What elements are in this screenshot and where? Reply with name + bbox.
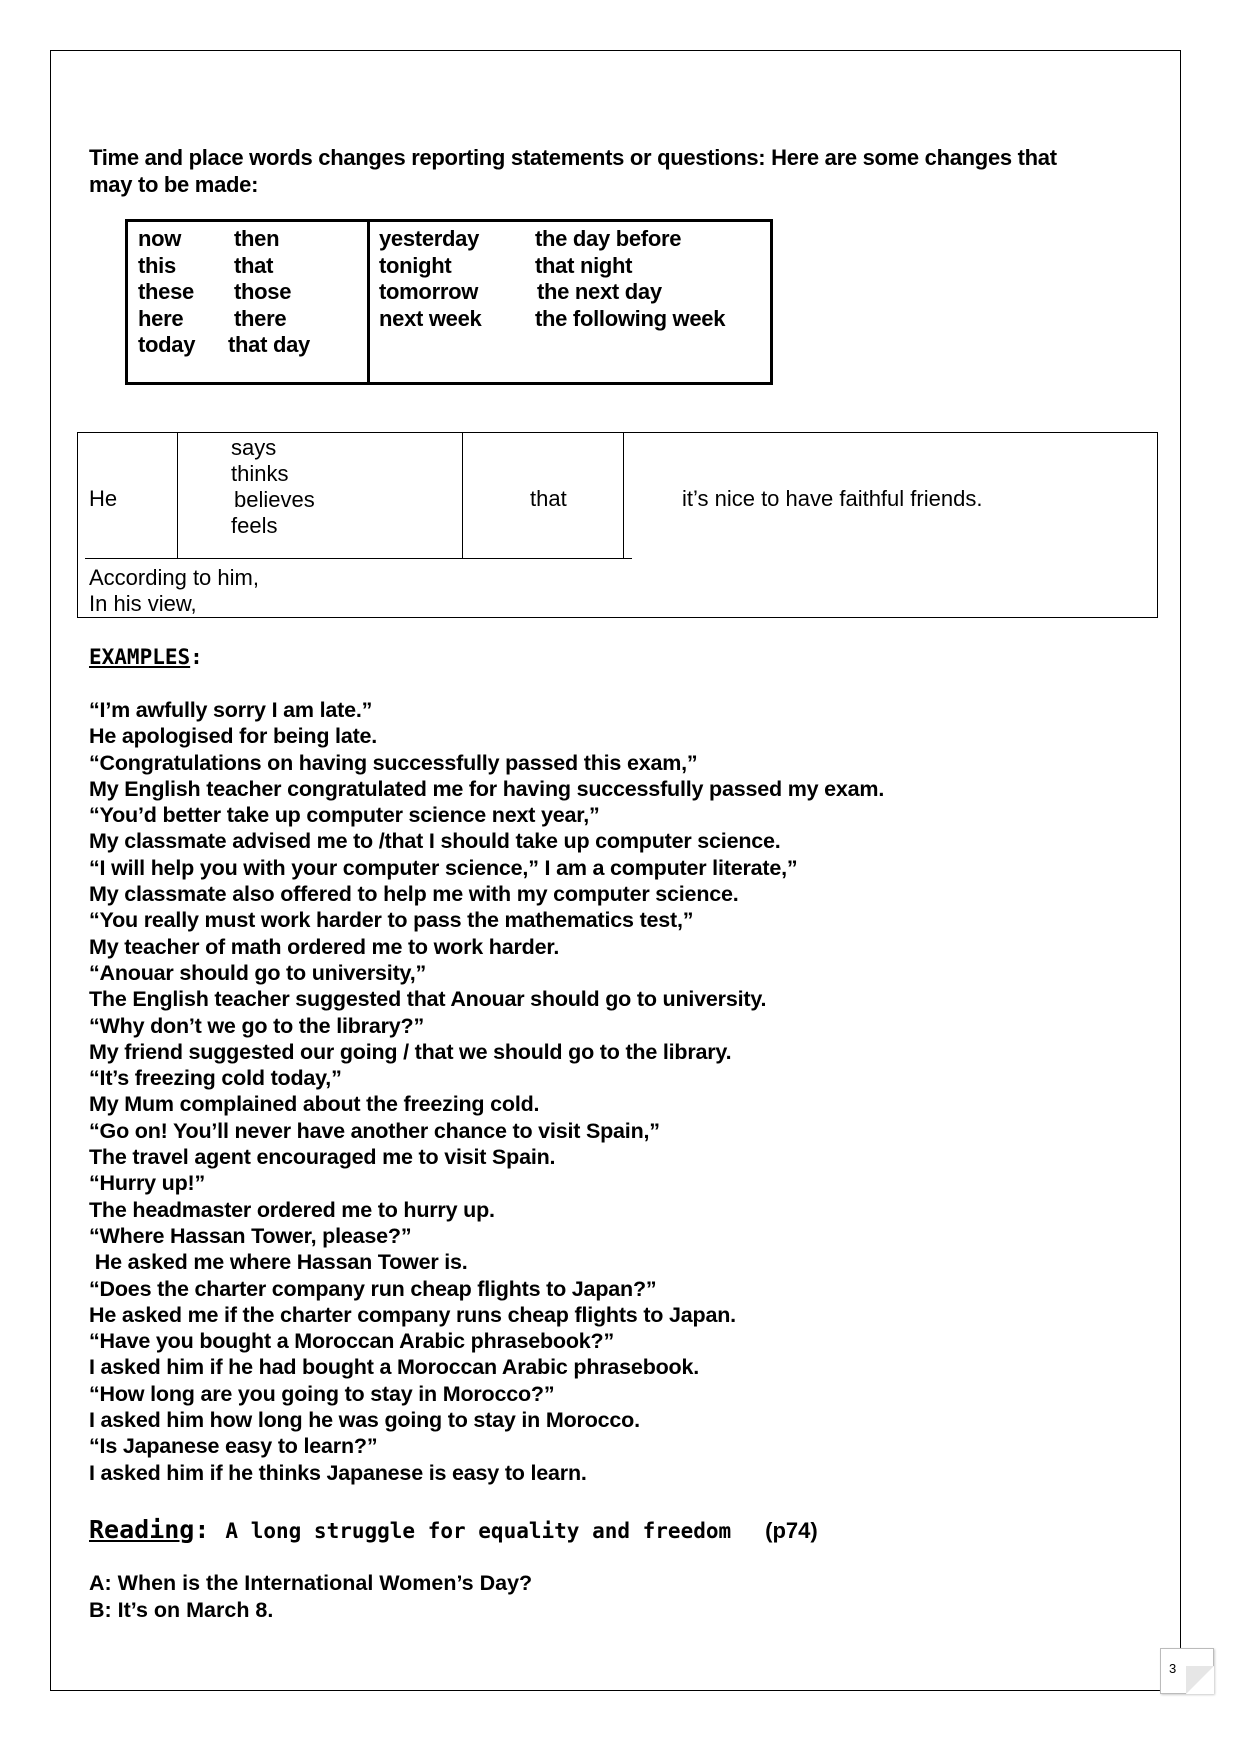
example-line: The travel agent encouraged me to visit Spain.: [89, 1145, 556, 1170]
dialogue-line: B: It’s on March 8.: [89, 1597, 274, 1622]
word-changes-box: [125, 219, 773, 385]
clause-cell: it’s nice to have faithful friends.: [682, 486, 983, 511]
example-line: My classmate also offered to help me with my computer science.: [89, 882, 739, 907]
example-line: I asked him if he had bought a Moroccan Arabic phrasebook.: [89, 1355, 700, 1380]
word-to: that night: [535, 252, 633, 278]
example-line: “Anouar should go to university,”: [89, 960, 427, 985]
examples-label: EXAMPLES: [89, 645, 191, 669]
word-from: today: [138, 332, 196, 357]
word-from: here: [138, 305, 184, 331]
heading-line-2: may to be made:: [89, 172, 259, 197]
verb: says: [231, 435, 277, 460]
example-line: He asked me where Hassan Tower is.: [89, 1250, 468, 1275]
alternative-phrase: In his view,: [89, 591, 197, 616]
word-to: the next day: [537, 279, 662, 304]
table-divider: [462, 433, 463, 559]
example-line: “Is Japanese easy to learn?”: [89, 1434, 378, 1459]
example-line: My English teacher congratulated me for having successfully passed my exam.: [89, 776, 885, 801]
word-from: next week: [379, 305, 482, 331]
example-line: “Does the charter company run cheap flights to Japan?”: [89, 1276, 657, 1301]
reading-label: Reading: [89, 1515, 195, 1544]
section-heading: [89, 144, 1159, 198]
examples-heading: [89, 645, 203, 669]
word-to: the following week: [535, 305, 726, 331]
example-line: “I will help you with your computer science,” I am a computer literate,”: [89, 855, 798, 880]
table-divider: [623, 433, 624, 559]
heading-line-1: Time and place words changes reporting statements or questions: Here are some changes that: [89, 145, 1057, 170]
word-from: these: [138, 279, 194, 304]
example-line: My classmate advised me to /that I should take up computer science.: [89, 829, 781, 854]
reading-page-ref: (p74): [765, 1518, 818, 1543]
example-line: He asked me if the charter company runs cheap flights to Japan.: [89, 1302, 736, 1327]
word-from: yesterday: [379, 226, 480, 251]
verbs-cell: [231, 435, 315, 539]
word-to: those: [234, 279, 292, 304]
right-from-column: [379, 226, 481, 332]
reading-colon: :: [194, 1515, 210, 1544]
example-line: “You really must work harder to pass the mathematics test,”: [89, 908, 694, 933]
example-line: “Why don’t we go to the library?”: [89, 1013, 425, 1038]
word-to: that: [234, 252, 274, 278]
page-number: 3: [1169, 1661, 1177, 1676]
dialogue-line: A: When is the International Women’s Day?: [89, 1571, 533, 1595]
dialogue: [89, 1570, 532, 1623]
right-to-column: [535, 226, 725, 332]
example-line: I asked him how long he was going to stay in Morocco.: [89, 1408, 640, 1433]
word-from: tomorrow: [379, 279, 479, 304]
example-line: My teacher of math ordered me to work harder.: [89, 934, 560, 959]
examples-colon: :: [190, 645, 203, 669]
example-line: “Go on! You’ll never have another chance to visit Spain,”: [89, 1118, 660, 1143]
verb: believes: [234, 487, 315, 512]
example-line: The English teacher suggested that Anouar should go to university.: [89, 987, 767, 1012]
example-line: “Hurry up!”: [89, 1171, 206, 1196]
verb: thinks: [231, 461, 289, 486]
example-line: “How long are you going to stay in Morocco?”: [89, 1381, 555, 1406]
example-line: “You’d better take up computer science next year,”: [89, 803, 600, 828]
page-curl-icon: [1186, 1666, 1214, 1694]
table-divider: [85, 558, 632, 559]
word-changes-divider: [367, 222, 370, 382]
word-to: there: [234, 305, 287, 331]
word-from: now: [138, 226, 182, 251]
left-to-column: [228, 226, 310, 359]
example-line: “Where Hassan Tower, please?”: [89, 1223, 412, 1248]
examples-list: [89, 697, 1149, 1486]
word-from: tonight: [379, 252, 452, 278]
subject-cell: He: [89, 486, 118, 511]
reporting-verbs-table: [77, 432, 1158, 618]
alternative-phrase: According to him,: [89, 565, 259, 590]
word-from: this: [138, 252, 176, 278]
example-line: He apologised for being late.: [89, 724, 378, 749]
reading-heading: [89, 1515, 818, 1544]
left-from-column: [138, 226, 195, 359]
example-line: “Have you bought a Moroccan Arabic phrasebook?”: [89, 1329, 615, 1354]
table-divider: [177, 433, 178, 559]
conjunction-cell: that: [530, 486, 567, 511]
example-line: My friend suggested our going / that we should go to the library.: [89, 1039, 732, 1064]
example-line: My Mum complained about the freezing cold.: [89, 1092, 540, 1117]
word-to: the day before: [535, 226, 682, 251]
example-line: I asked him if he thinks Japanese is easy to learn.: [89, 1460, 587, 1485]
page-number-box: [1160, 1648, 1214, 1694]
example-line: “It’s freezing cold today,”: [89, 1066, 342, 1091]
alternatives-cell: [89, 565, 259, 617]
word-to: then: [234, 226, 280, 251]
example-line: The headmaster ordered me to hurry up.: [89, 1197, 495, 1222]
verb: feels: [231, 513, 278, 538]
reading-title: A long struggle for equality and freedom: [225, 1519, 732, 1543]
word-to: that day: [228, 332, 310, 357]
example-line: “I’m awfully sorry I am late.”: [89, 698, 373, 722]
example-line: “Congratulations on having successfully passed this exam,”: [89, 750, 698, 775]
